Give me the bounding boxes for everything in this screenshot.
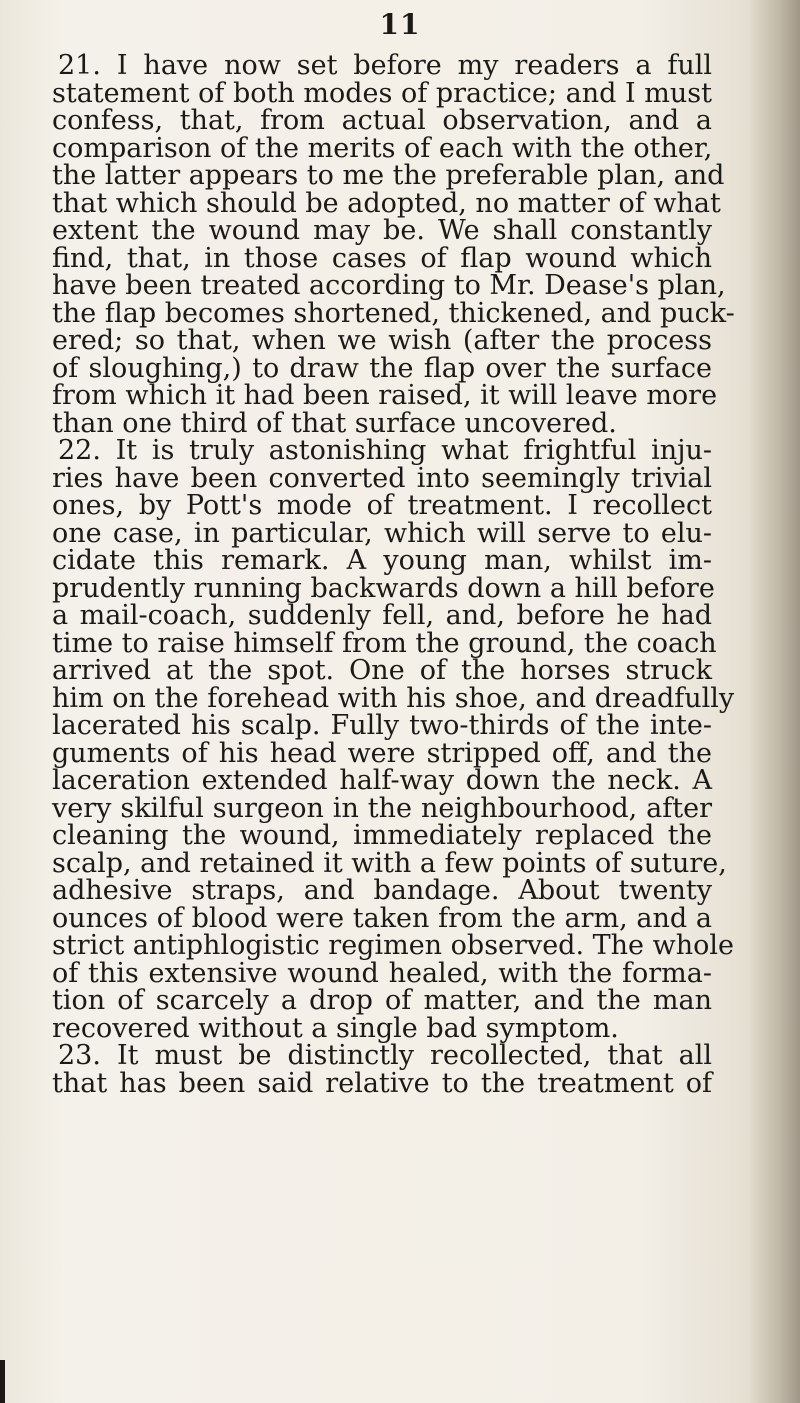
text-line: ones, by Pott's mode of treatment. I recollect xyxy=(52,490,712,521)
text-line: ries have been converted into seemingly trivial xyxy=(52,462,712,494)
text-line: 21. I have now set before my readers a full xyxy=(58,50,712,81)
text-line: very skilful surgeon in the neighbourhood, after xyxy=(52,792,712,824)
text-line: statement of both modes of practice; and I must xyxy=(52,77,712,109)
text-line: arrived at the spot. One of the horses struck xyxy=(52,655,712,686)
text-line: from which it had been raised, it will leave more xyxy=(52,380,718,411)
body-text xyxy=(52,50,735,1099)
text-line: tion of scarcely a drop of matter, and the man xyxy=(52,985,712,1016)
text-line: comparison of the merits of each with the other, xyxy=(52,132,713,164)
text-line: that has been said relative to the treatment of xyxy=(52,1067,712,1099)
text-line: lacerated his scalp. Fully two-thirds of the inte- xyxy=(52,710,712,741)
text-line: him on the forehead with his shoe, and dreadfully xyxy=(52,682,735,714)
text-line: of this extensive wound healed, with the forma- xyxy=(52,957,712,989)
text-line: adhesive straps, and bandage. About twenty xyxy=(52,875,712,906)
text-line: laceration extended half-way down the neck. A xyxy=(52,765,712,796)
text-line: the flap becomes shortened, thickened, and puck- xyxy=(52,297,735,329)
text-line: that which should be adopted, no matter of what xyxy=(52,187,721,219)
text-line: ered; so that, when we wish (after the process xyxy=(52,325,712,356)
text-line: cidate this remark. A young man, whilst im- xyxy=(52,545,712,576)
text-line: the latter appears to me the preferable plan, and xyxy=(52,160,725,191)
text-line: guments of his head were stripped off, and the xyxy=(52,737,712,769)
text-line: find, that, in those cases of flap wound which xyxy=(52,242,712,274)
text-line: of sloughing,) to draw the flap over the surface xyxy=(52,352,712,384)
text-line: scalp, and retained it with a few points of suture, xyxy=(52,847,727,879)
text-line: one case, in particular, which will serve to elu- xyxy=(52,517,712,549)
text-line: prudently running backwards down a hill before xyxy=(52,572,715,604)
page-edge-shadow xyxy=(748,0,800,1403)
text-line: confess, that, from actual observation, and a xyxy=(52,105,712,136)
text-line: recovered without a single bad symptom. xyxy=(52,1012,619,1044)
text-line: time to raise himself from the ground, the coach xyxy=(52,627,717,659)
text-line: cleaning the wound, immediately replaced the xyxy=(52,820,712,851)
text-line: ounces of blood were taken from the arm, and a xyxy=(52,902,712,934)
page-number: 11 xyxy=(379,8,421,41)
text-line: than one third of that surface uncovered. xyxy=(52,407,617,439)
text-line: extent the wound may be. We shall constantly xyxy=(52,215,712,246)
text-line: 23. It must be distinctly recollected, that all xyxy=(58,1040,712,1071)
text-line: a mail-coach, suddenly fell, and, before he had xyxy=(52,600,712,631)
text-line: strict antiphlogistic regimen observed. The whole xyxy=(52,930,734,961)
text-line: have been treated according to Mr. Dease's plan, xyxy=(52,270,726,301)
margin-mark xyxy=(0,1360,5,1403)
text-line: 22. It is truly astonishing what frightful inju- xyxy=(58,435,712,466)
